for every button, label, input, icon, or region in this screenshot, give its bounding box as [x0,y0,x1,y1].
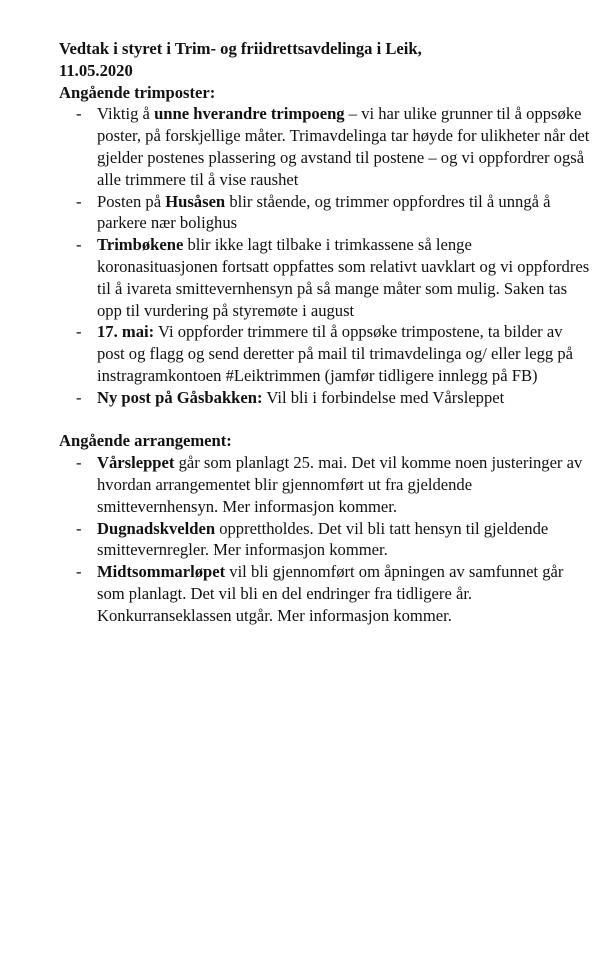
item-bold-text: Ny post på Gåsbakken: [97,387,263,407]
bullet-dash: - [76,322,82,342]
document-title-line1: Vedtak i styret i Trim- og friidrettsavdelinga i Leik, [59,39,422,58]
item-text: går som planlagt 25. mai. Det vil komme noen justeringer av hvordan arrangementet blir gjennomført ut fra gjeldende smittevernhensyn. Mer informasjon kommer. [97,453,583,516]
list-item [59,321,590,386]
document-title [59,38,590,82]
document-title-date: 11.05.2020 [59,60,133,80]
list-item [59,518,590,562]
item-bold-text: Dugnadskvelden [97,518,216,538]
bullet-dash: - [76,387,82,407]
bullet-dash: - [76,453,82,473]
section-heading-arrangement: Angående arrangement: [59,431,232,451]
list-item [59,234,590,321]
bullet-dash: - [76,518,82,538]
item-bold-text: Trimbøkene [97,235,184,255]
item-text: blir ikke lagt tilbake i trimkassene så lenge koronasituasjonen fortsatt oppfattes som relativt uavklart og vi oppfordres til å ivareta smittevernhensyn på så mange måter som mulig. Saken tas opp til vurdering på styremøte i august [97,235,590,320]
item-bold-text: Husåsen [165,191,226,211]
item-bold-text: Vårsleppet [97,453,175,473]
bullet-dash: - [76,562,82,582]
list-item [59,191,590,235]
section-spacer [59,409,590,431]
trimposter-list [59,103,590,408]
item-bold-text: Midtsommarløpet [97,562,226,582]
item-text: Vil bli i forbindelse med Vårsleppet [262,387,505,407]
arrangement-list [59,452,590,626]
list-item [59,103,590,190]
item-text: blir stående, og trimmer oppfordres til å unngå å parkere nær bolighus [97,191,551,233]
item-bold-text: 17. mai: [97,322,155,342]
item-text: Viktig å [97,104,155,124]
list-item [59,387,590,409]
item-text: – vi har ulike grunner til å oppsøke poster, på forskjellige måter. Trimavdelinga tar høyde for ulikheter når det gjelder postenes plassering og avstand til postene – og vi oppfordrer også alle trimmere til å vise raushet [97,104,590,189]
list-item [59,561,590,626]
bullet-dash: - [76,191,82,211]
item-text: vil bli gjennomført om åpningen av samfunnet går som planlagt. Det vil bli en del endringer fra tidligere år. Konkurranseklassen utgår. Mer informasjon kommer. [97,562,564,625]
section-heading-trimposter: Angående trimposter: [59,82,216,102]
item-text: opprettholdes. Det vil bli tatt hensyn til gjeldende smittevernregler. Mer informasjon kommer. [97,518,549,560]
item-bold-text: unne hverandre trimpoeng [154,104,345,124]
item-text: Posten på [97,191,166,211]
bullet-dash: - [76,235,82,255]
item-text: Vi oppforder trimmere til å oppsøke trimpostene, ta bilder av post og flagg og send deretter på mail til trimavdelinga og/ eller legg på instragramkontoen #Leiktrimmen (jamfør tidligere innlegg på FB) [97,322,574,385]
list-item [59,452,590,517]
bullet-dash: - [76,104,82,124]
